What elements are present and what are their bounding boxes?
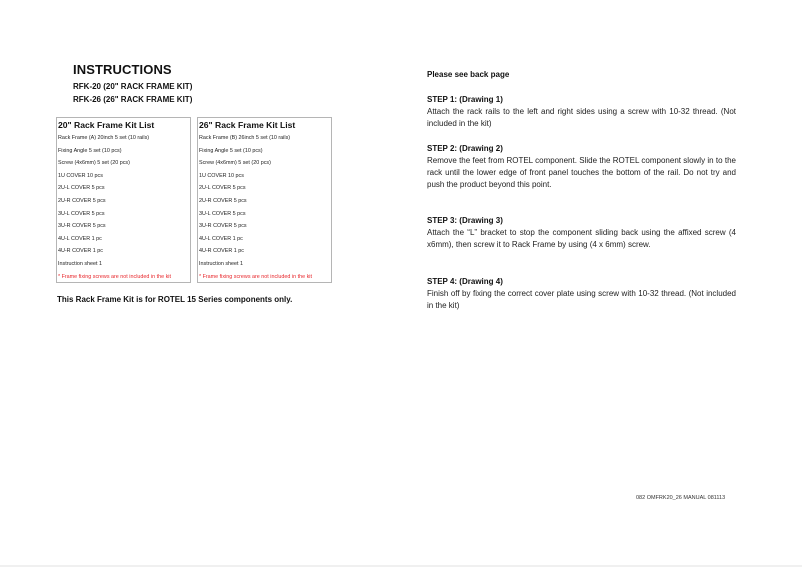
kit-item: Fixing Angle 5 set (10 pcs) — [58, 147, 122, 154]
kit-item: Rack Frame (A) 20inch 5 set (10 rails) — [58, 135, 150, 141]
kit-item: 4U-L COVER 1 pc — [58, 235, 102, 242]
step-4 — [427, 276, 736, 312]
step-body: Remove the feet from ROTEL component. Slide the ROTEL component slowly in to the rack until the lower edge of front panel touches the bottom of the rail. Do not try and push the product beyond this point. — [427, 156, 736, 189]
kit-warning-note: * Frame fixing screws are not included in the kit — [58, 273, 171, 280]
step-heading: STEP 4: (Drawing 4) — [427, 277, 503, 286]
kit-item: 2U-R COVER 5 pcs — [58, 197, 106, 204]
step-1 — [427, 94, 736, 130]
step-heading: STEP 2: (Drawing 2) — [427, 144, 503, 153]
kit-item: 4U-R COVER 1 pc — [58, 248, 103, 255]
step-3 — [427, 215, 736, 251]
kit-item: 2U-R COVER 5 pcs — [199, 197, 247, 204]
kit-list-heading: 20" Rack Frame Kit List — [58, 120, 155, 130]
kit-item: 3U-L COVER 5 pcs — [58, 210, 105, 217]
kit-item: 4U-R COVER 1 pc — [199, 248, 244, 255]
kit-item: 3U-L COVER 5 pcs — [199, 210, 246, 217]
kit-item: Instruction sheet 1 — [58, 260, 103, 267]
step-2 — [427, 143, 736, 191]
model-subtitle-rfk26: RFK-26 (26" RACK FRAME KIT) — [73, 95, 193, 104]
step-heading: STEP 1: (Drawing 1) — [427, 95, 503, 104]
kit-item: Fixing Angle 5 set (10 pcs) — [199, 147, 263, 154]
kit-list-20-inch — [56, 117, 191, 283]
kit-item: 1U COVER 10 pcs — [58, 172, 103, 179]
kit-warning-note: * Frame fixing screws are not included in the kit — [199, 273, 312, 280]
kit-item: Screw (4x6mm) 5 set (20 pcs) — [199, 160, 271, 167]
document-code-footer: 082 OMFRK20_26 MANUAL 081113 — [636, 495, 726, 501]
kit-list-heading: 26" Rack Frame Kit List — [199, 120, 296, 130]
kit-item: Instruction sheet 1 — [199, 260, 244, 267]
kit-item: 3U-R COVER 5 pcs — [199, 223, 247, 230]
kit-item: 2U-L COVER 5 pcs — [199, 185, 246, 192]
model-subtitle-rfk20: RFK-20 (20" RACK FRAME KIT) — [73, 82, 193, 91]
kit-item: Rack Frame (B) 26inch 5 set (10 rails) — [199, 135, 291, 141]
kit-item: 2U-L COVER 5 pcs — [58, 185, 105, 192]
step-body: Attach the rack rails to the left and right sides using a screw with 10-32 thread. (Not included in the kit) — [427, 107, 736, 128]
step-body: Finish off by fixing the correct cover plate using screw with 10-32 thread. (Not included in the kit) — [427, 289, 736, 310]
page-title: INSTRUCTIONS — [73, 62, 172, 77]
kit-list-26-inch — [197, 117, 332, 283]
kit-item: 1U COVER 10 pcs — [199, 172, 244, 179]
step-body: Attach the “L” bracket to stop the component sliding back using the affixed screw (4 x6mm), then screw it to Rack Frame by using (4 x 6mm) screw. — [427, 228, 736, 249]
back-page-note: Please see back page — [427, 70, 510, 79]
kit-item: 4U-L COVER 1 pc — [199, 235, 243, 242]
kit-item: Screw (4x6mm) 5 set (20 pcs) — [58, 160, 130, 167]
kit-item: 3U-R COVER 5 pcs — [58, 223, 106, 230]
step-heading: STEP 3: (Drawing 3) — [427, 216, 503, 225]
compatibility-note: This Rack Frame Kit is for ROTEL 15 Series components only. — [57, 295, 293, 304]
